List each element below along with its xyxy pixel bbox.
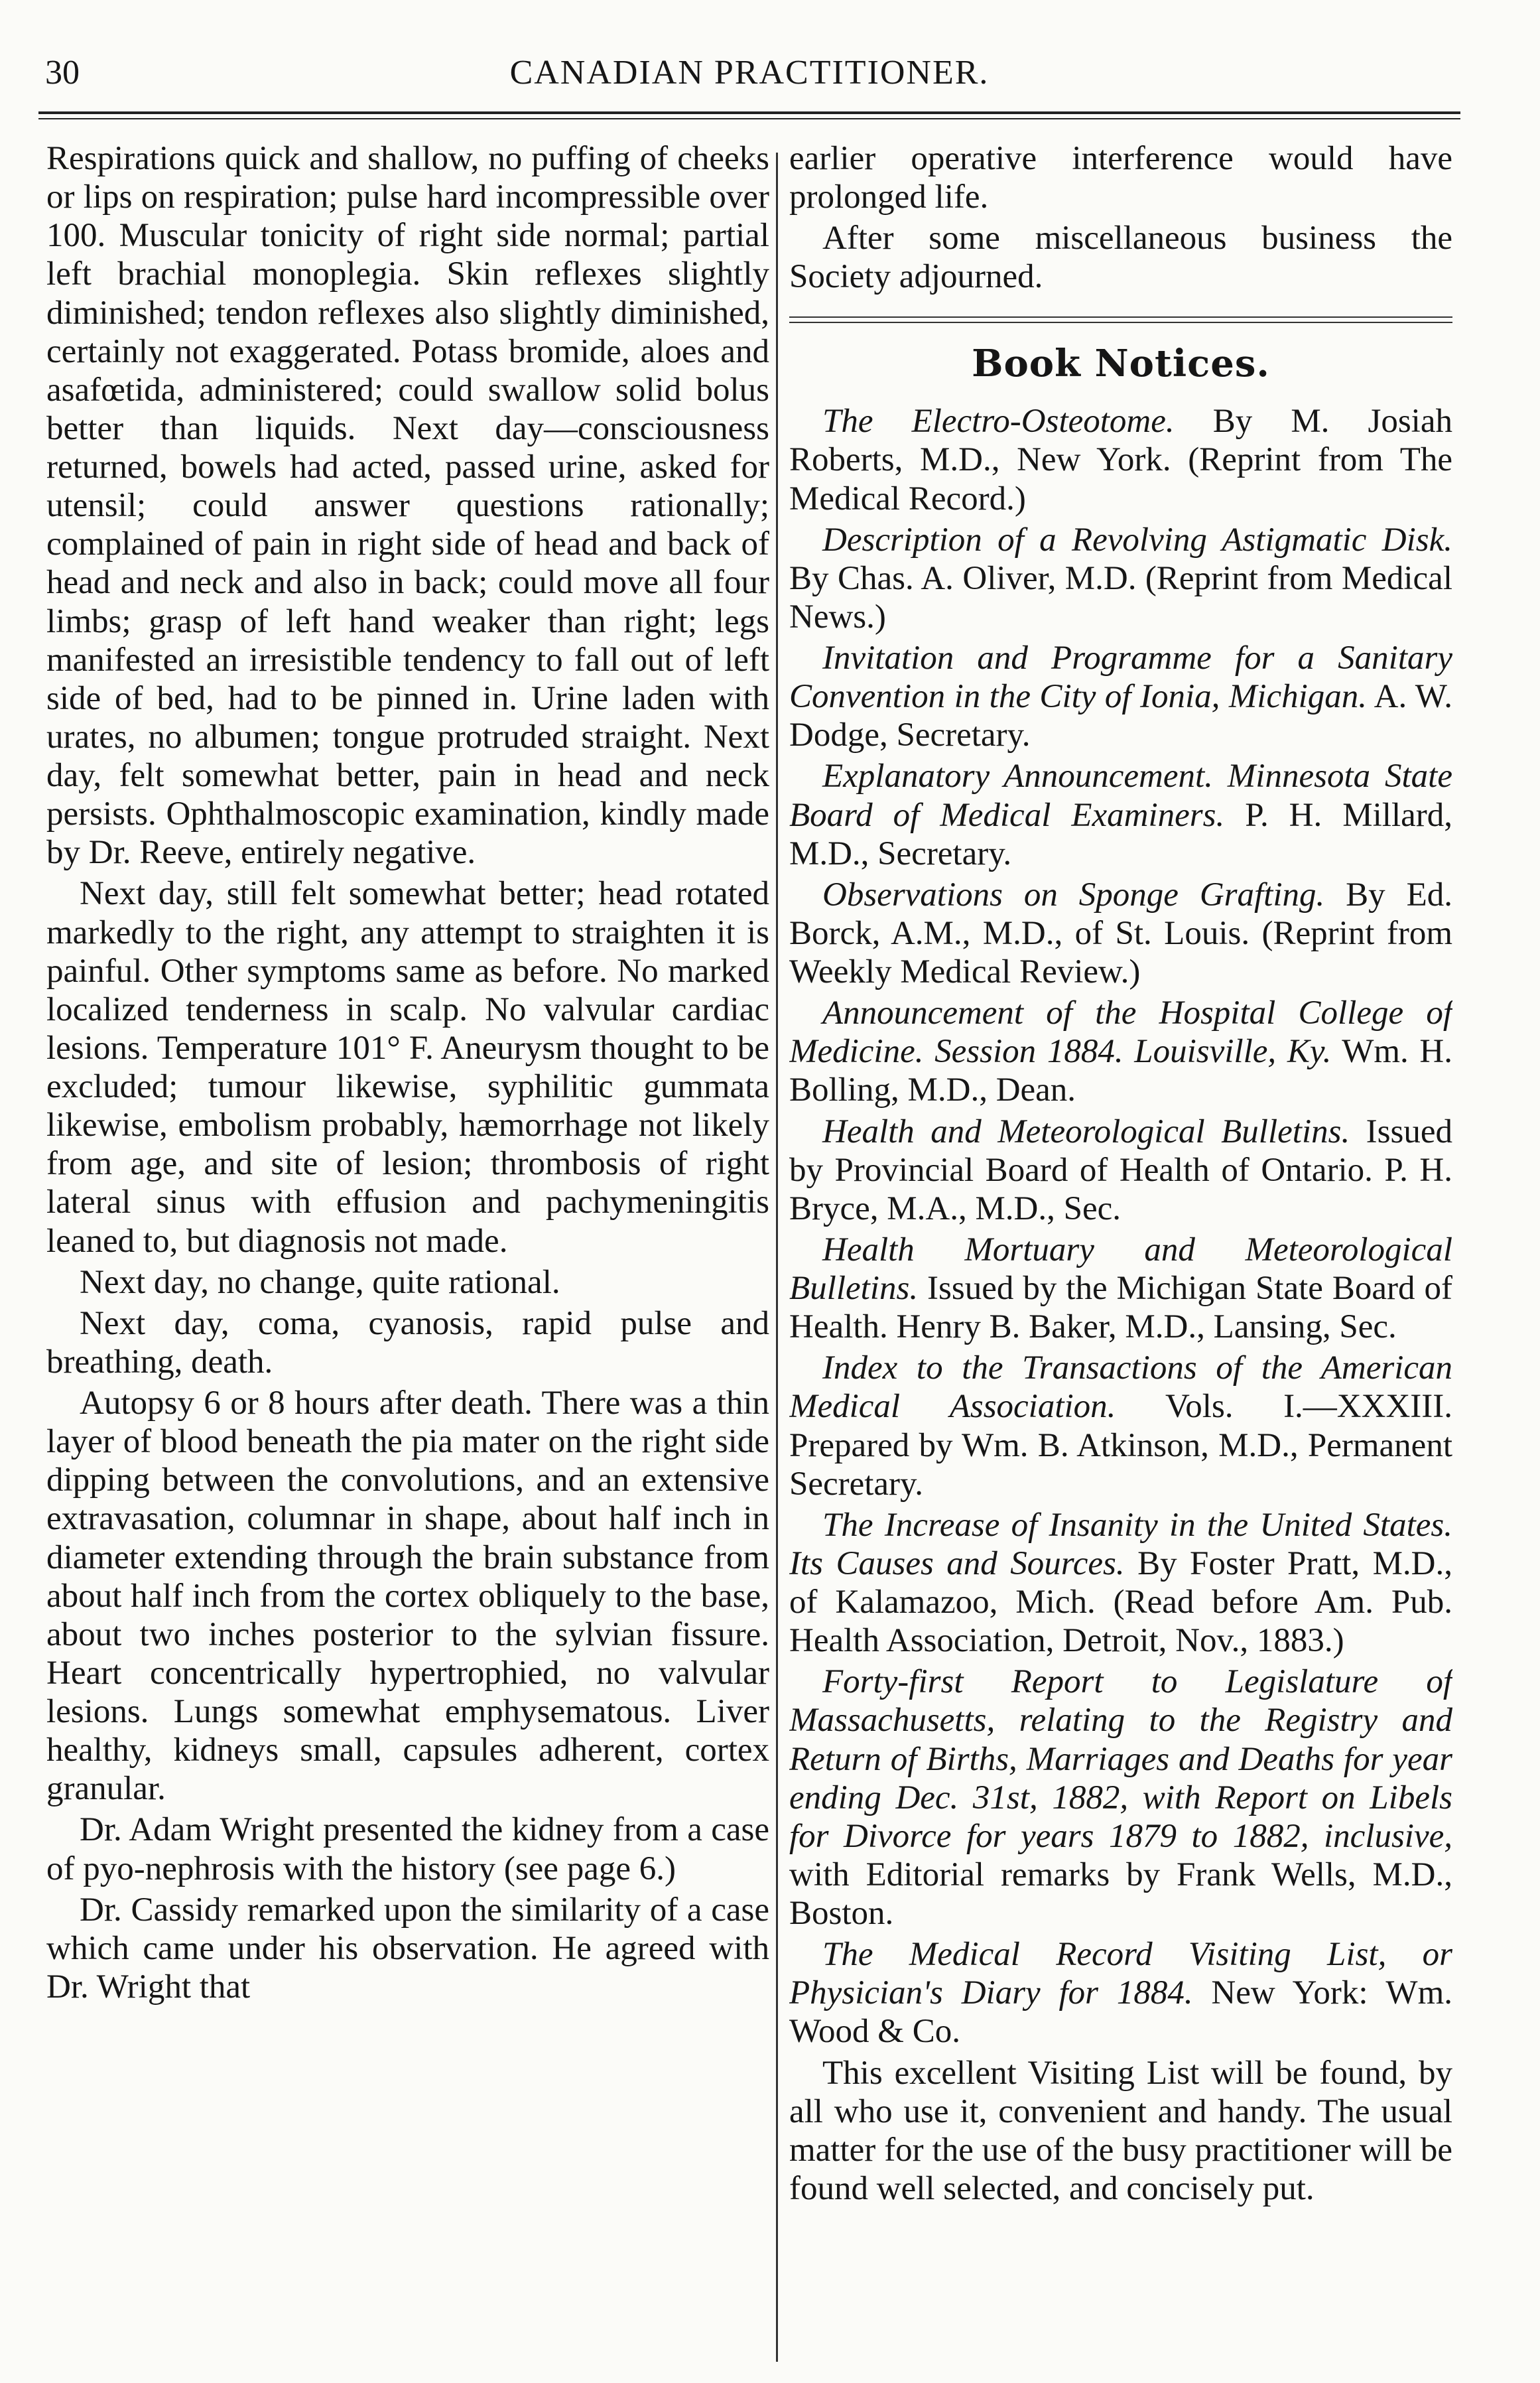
book-notice-title: Observations on Sponge Grafting. — [822, 876, 1325, 914]
book-notice-title: Announcement of the Hospital College of Medicine. Session 1884. Louisville, Ky. — [789, 994, 1452, 1071]
page-number: 30 — [45, 54, 80, 92]
book-notice-title: The Electro-Osteotome. — [822, 403, 1175, 441]
header-rule — [38, 111, 1460, 114]
book-notice-title: Index to the Transactions of the American Medical Association. — [789, 1349, 1452, 1426]
book-notice — [789, 1349, 1452, 1503]
paragraph: Next day, still felt somewhat better; head rotated markedly to the right, any attempt to straighten it is painful. Other symptoms same as before. No marked localized tenderness in scalp. No valvular cardiac lesions. Temperature 101° F. Aneurysm thought to be excluded; tumour likewise, syphilitic gummata likewise, embolism probably, hæmorrhage not likely from age, and site of lesion; thrombosis of right lateral sinus with effusion and pachymeningitis leaned to, but diagnosis not made. — [46, 875, 769, 1260]
book-notice-title: Health and Meteorological Bulletins. — [822, 1113, 1350, 1150]
book-notice-title: Explanatory Announcement. Minnesota State Board of Medical Examiners. — [789, 758, 1452, 834]
book-notice — [789, 1663, 1452, 1933]
right-column — [789, 139, 1452, 2362]
book-notice-title: The Increase of Insanity in the United States. Its Causes and Sources. — [789, 1506, 1452, 1582]
paragraph: Respirations quick and shallow, no puffing of cheeks or lips on respiration; pulse hard incompressible over 100. Muscular tonicity of right side normal; partial left brachial monoplegia. Skin reflexes slightly diminished; tendon reflexes also slightly diminished, certainly not exaggerated. Potass bromide, aloes and asafœtida, administered; could swallow solid bolus better than liquids. Next day—consciousness returned, bowels had acted, passed urine, asked for utensil; could answer questions rationally; complained of pain in right side of head and back of head and neck and also in back; could move all four limbs; grasp of left hand weaker than right; legs manifested an irresistible tendency to fall out of left side of bed, had to be pinned in. Urine laden with urates, no albumen; tongue protruded straight. Next day, felt somewhat better, pain in head and neck persists. Ophthalmoscopic examination, kindly made by Dr. Reeve, entirely negative. — [46, 140, 769, 872]
book-notice-details: P. H. Millard, M.D., Secretary. — [789, 796, 1452, 872]
left-column — [46, 139, 769, 2362]
book-notice — [789, 521, 1452, 636]
book-notice — [789, 876, 1452, 991]
book-notice — [789, 757, 1452, 872]
book-notice — [789, 639, 1452, 754]
section-heading: Book Notices. — [972, 341, 1270, 385]
book-notice-title: Forty-first Report to Legislature of Massachusetts, relating to the Registry and Return of Births, Marriages and Deaths for year ending Dec. 31st, 1882, with Report on Libels for Divorce for years 1879 to 1882, inclusive, — [789, 1663, 1452, 1855]
paragraph: Dr. Cassidy remarked upon the similarity of a case which came under his observation. He agreed with Dr. Wright that — [46, 1891, 769, 2006]
book-notices-list — [789, 402, 1452, 2051]
book-notice-details: New York: Wm. Wood & Co. — [789, 1974, 1452, 2051]
paragraph: Autopsy 6 or 8 hours after death. There was a thin layer of blood beneath the pia mater on the right side dipping between the convolutions, and an extensive extravasation, columnar in shape, about half inch in diameter extending through the brain substance from about half inch from the cortex obliquely to the base, about two inches posterior to the sylvian fissure. Heart concentrically hypertrophied, no valvular lesions. Lungs somewhat emphysematous. Liver healthy, kidneys small, capsules adherent, cortex granular. — [46, 1385, 769, 1808]
paragraph: earlier operative interference would have prolonged life. — [789, 140, 1452, 216]
journal-title: CANADIAN PRACTITIONER. — [509, 54, 990, 92]
book-notice-details: By Chas. A. Oliver, M.D. (Reprint from Medical News.) — [789, 559, 1452, 636]
book-notice — [789, 1506, 1452, 1661]
book-notice-details: Issued by Provincial Board of Health of Ontario. P. H. Bryce, M.A., M.D., Sec. — [789, 1113, 1452, 1227]
book-notice-details: A. W. Dodge, Secretary. — [789, 678, 1452, 754]
book-notice-details: Vols. I.—XXXIII. Prepared by Wm. B. Atkinson, M.D., Permanent Secretary. — [789, 1388, 1452, 1503]
page-header — [38, 46, 1460, 100]
book-notice — [789, 1113, 1452, 1228]
book-notice-details: By Ed. Borck, A.M., M.D., of St. Louis. (Reprint from Weekly Medical Review.) — [789, 876, 1452, 991]
paragraph: After some miscellaneous business the Society adjourned. — [789, 220, 1452, 296]
book-notice — [789, 402, 1452, 517]
review-paragraph: This excellent Visiting List will be found, by all who use it, convenient and handy. The usual matter for the use of the busy practitioner will be found well selected, and concisely put. — [789, 2054, 1452, 2207]
header-rule-thin — [38, 118, 1460, 119]
section-rule — [789, 322, 1452, 323]
paragraph: Dr. Adam Wright presented the kidney from a case of pyo-nephrosis with the history (see page 6.) — [46, 1811, 769, 1887]
book-notice — [789, 1935, 1452, 2051]
book-notice-title: The Medical Record Visiting List, or Physician's Diary for 1884. — [789, 1936, 1452, 2012]
book-notice-title: Health Mortuary and Meteorological Bulletins. — [789, 1231, 1452, 1308]
column-divider — [776, 153, 778, 2362]
book-notice-details: Wm. H. Bolling, M.D., Dean. — [789, 1033, 1452, 1109]
paragraph: Next day, no change, quite rational. — [80, 1263, 560, 1301]
book-notice — [789, 994, 1452, 1109]
book-notice — [789, 1231, 1452, 1346]
book-notice-title: Description of a Revolving Astigmatic Disk. — [822, 521, 1452, 559]
paragraph: Next day, coma, cyanosis, rapid pulse and breathing, death. — [46, 1304, 769, 1381]
section-rule — [789, 316, 1452, 318]
book-notice-details: with Editorial remarks by Frank Wells, M.D., Boston. — [789, 1856, 1452, 1933]
book-notice-details: Issued by the Michigan State Board of Health. Henry B. Baker, M.D., Lansing, Sec. — [789, 1270, 1452, 1346]
book-notice-title: Invitation and Programme for a Sanitary Convention in the City of Ionia, Michigan. — [789, 640, 1452, 716]
book-notice-details: By Foster Pratt, M.D., of Kalamazoo, Mich. (Read before Am. Pub. Health Association, Detroit, Nov., 1883.) — [789, 1544, 1452, 1660]
book-notice-details: By M. Josiah Roberts, M.D., New York. (Reprint from The Medical Record.) — [789, 403, 1452, 517]
